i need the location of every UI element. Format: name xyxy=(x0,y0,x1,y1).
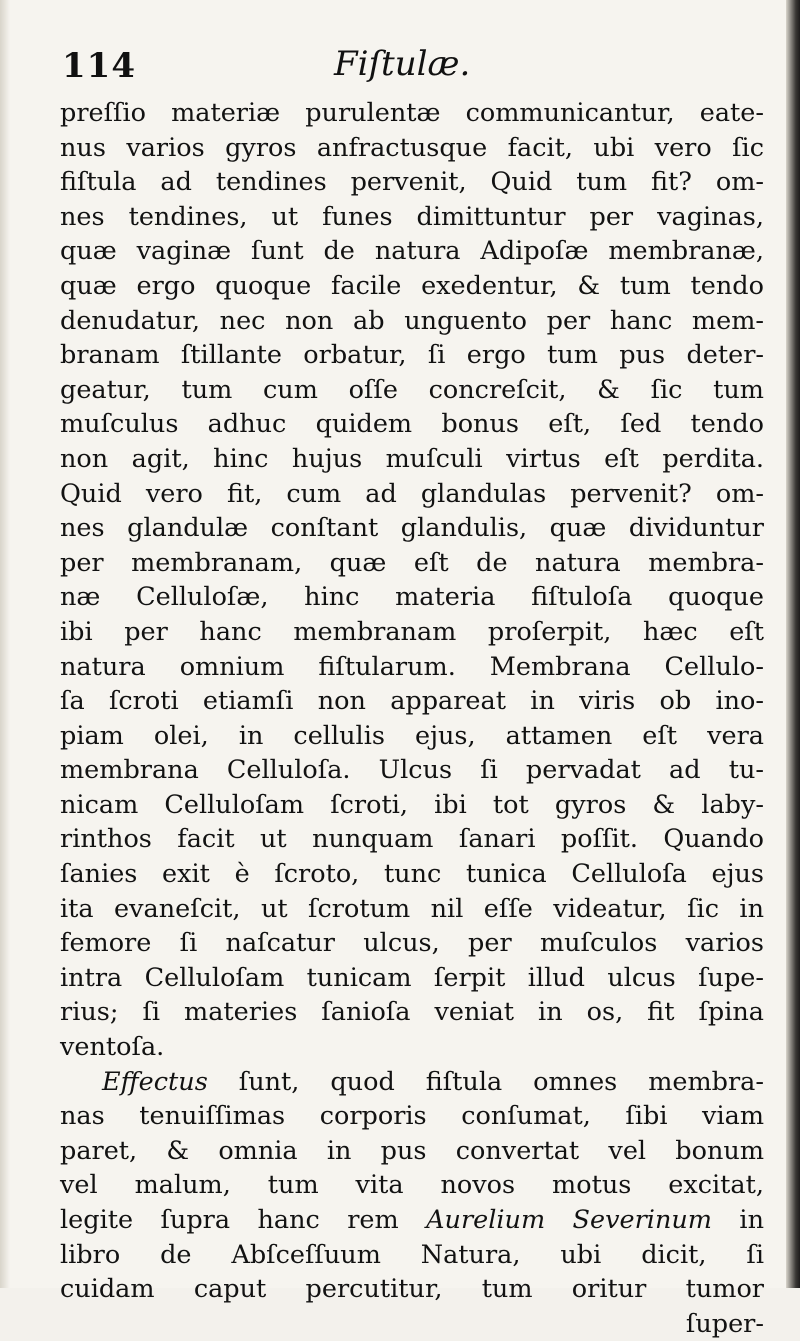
text-line: non agit, hinc hujus muſculi virtus eſt perdita. xyxy=(60,443,764,474)
text-line: quæ ergo quoque facile exedentur, & tum tendo xyxy=(60,270,764,301)
cited-author-name: Aurelium Severinum xyxy=(426,1205,712,1235)
text-line: cuidam caput percutitur, tum oritur tumor xyxy=(60,1274,764,1305)
text-line: per membranam, quæ eſt de natura membra- xyxy=(60,547,764,578)
text-line: muſculus adhuc quidem bonus eſt, ſed tendo xyxy=(60,409,764,440)
text-line: quæ vaginæ ſunt de natura Adipoſæ membranæ, xyxy=(60,236,764,267)
text-line: Quid vero fit, cum ad glandulas pervenit? om- xyxy=(60,478,764,509)
text-line: ſa ſcroti etiamſi non appareat in viris ob ino- xyxy=(60,686,764,717)
text-line: natura omnium fiſtularum. Membrana Cellulo- xyxy=(60,651,764,682)
catchword: ſuper- xyxy=(685,1308,764,1339)
text-line: denudatur, nec non ab unguento per hanc mem- xyxy=(60,305,764,336)
text-line: nes glandulæ conſtant glandulis, quæ dividuntur xyxy=(60,513,764,544)
text-line: preſſio materiæ purulentæ communicantur, eate- xyxy=(60,98,764,128)
text-line: piam olei, in cellulis ejus, attamen eſt vera xyxy=(60,720,764,751)
text-span: ſunt, quod fiſtula omnes membra- xyxy=(238,1066,765,1097)
text-line: ita evaneſcit, ut ſcrotum nil eſſe videatur, ſic in xyxy=(60,893,764,924)
text-line: libro de Abſceſſuum Natura, ubi dicit, ſi xyxy=(60,1239,764,1270)
page-header xyxy=(62,38,762,96)
running-title: Fiſtulæ. xyxy=(334,44,471,84)
text-line: næ Celluloſæ, hinc materia fiſtuloſa quoque xyxy=(60,582,764,613)
text-line: ibi per hanc membranam proſerpit, hæc eſt xyxy=(60,616,764,647)
text-line: rius; ſi materies ſanioſa veniat in os, fit ſpina xyxy=(60,997,764,1028)
page-edge-shadow xyxy=(786,0,800,1288)
text-line: femore ſi naſcatur ulcus, per muſculos varios xyxy=(60,928,764,959)
text-line: geatur, tum cum oſſe concreſcit, & ſic tum xyxy=(60,374,764,405)
text-span: in xyxy=(739,1205,765,1235)
text-line: paret, & omnia in pus convertat vel bonum xyxy=(60,1135,764,1166)
text-line: ventoſa. xyxy=(60,1032,165,1063)
text-line: fiſtula ad tendines pervenit, Quid tum fit? om- xyxy=(60,167,764,198)
text-line-citation xyxy=(60,1203,764,1238)
text-line: rinthos facit ut nunquam ſanari poſſit. Quando xyxy=(60,824,764,855)
page-number: 114 xyxy=(62,46,136,86)
text-line: nas tenuiſſimas corporis conſumat, ſibi viam xyxy=(60,1101,764,1132)
text-line: ſanies exit è ſcroto, tunc tunica Celluloſa ejus xyxy=(60,859,764,890)
text-line: branam ſtillante orbatur, ſi ergo tum pus deter- xyxy=(60,340,764,371)
text-line: intra Celluloſam tunicam ſerpit illud ulcus ſupe- xyxy=(60,962,764,993)
body-text xyxy=(60,96,764,1341)
text-line: nes tendines, ut funes dimittuntur per vaginas, xyxy=(60,201,764,232)
paragraph-opening-line xyxy=(60,1065,764,1100)
text-line: nus varios gyros anfractusque facit, ubi vero ſic xyxy=(60,132,764,163)
text-line: nicam Celluloſam ſcroti, ibi tot gyros & laby- xyxy=(60,789,764,820)
page-gutter-shadow xyxy=(0,0,10,1288)
text-line: vel malum, tum vita novos motus excitat, xyxy=(60,1170,764,1201)
paragraph-lead-word: Effectus xyxy=(102,1066,208,1097)
text-span: legite ſupra hanc rem xyxy=(60,1205,399,1235)
text-line: membrana Celluloſa. Ulcus ſi pervadat ad tu- xyxy=(60,755,764,786)
